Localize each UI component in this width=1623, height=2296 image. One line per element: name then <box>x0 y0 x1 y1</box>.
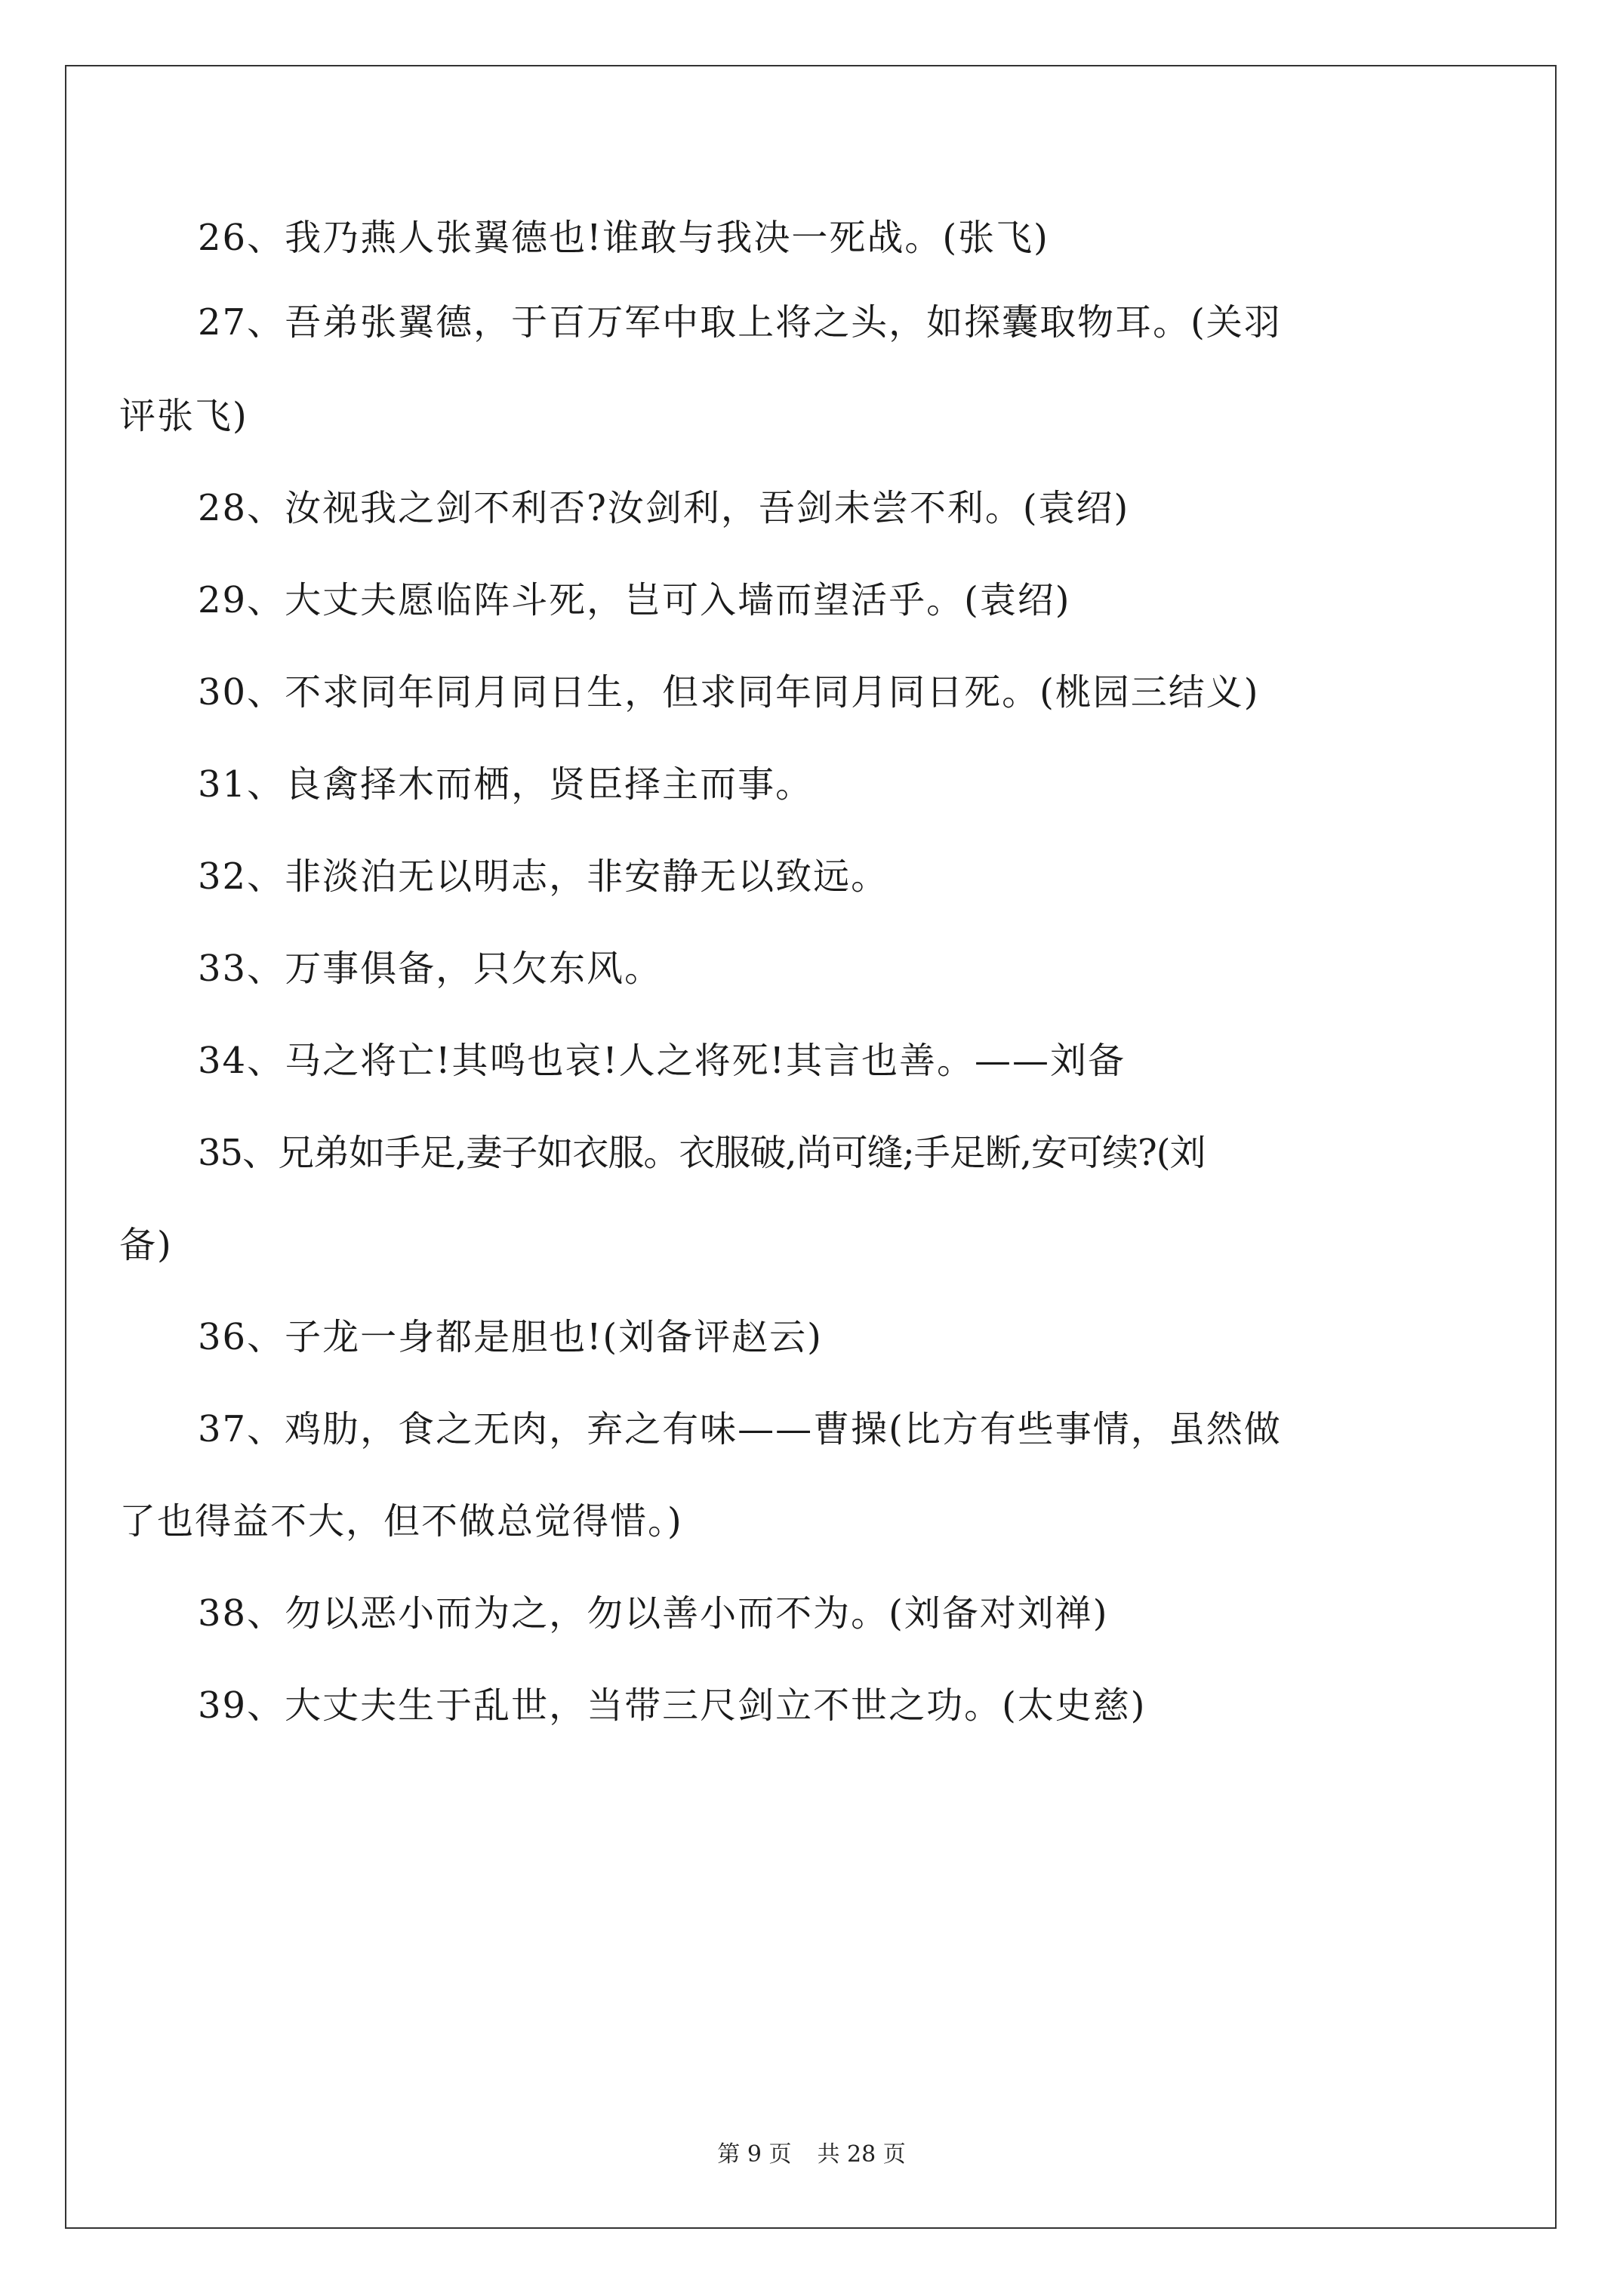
quote-35: 35、兄弟如手足,妻子如衣服。衣服破,尚可缝;手足断,安可续?(刘 <box>198 1132 1206 1174</box>
quote-27: 27、吾弟张翼德，于百万军中取上将之头，如探囊取物耳。(关羽 <box>198 301 1282 344</box>
quote-37: 37、鸡肋，食之无肉，弃之有味——曹操(比方有些事情，虽然做 <box>198 1408 1282 1450</box>
page-footer <box>0 2141 1623 2168</box>
quote-37-continuation: 了也得益不大，但不做总觉得惜。) <box>119 1500 683 1542</box>
quote-33: 33、万事俱备，只欠东风。 <box>198 948 663 990</box>
quote-26: 26、我乃燕人张翼德也!谁敢与我决一死战。(张飞) <box>198 217 1049 259</box>
quote-35-continuation: 备) <box>119 1224 173 1266</box>
quote-28: 28、汝视我之剑不利否?汝剑利，吾剑未尝不利。(袁绍) <box>198 487 1130 529</box>
quote-32: 32、非淡泊无以明志，非安静无以致远。 <box>198 855 889 898</box>
quote-30: 30、不求同年同月同日生，但求同年同月同日死。(桃园三结义) <box>198 671 1260 713</box>
quote-29: 29、大丈夫愿临阵斗死，岂可入墙而望活乎。(袁绍) <box>198 579 1071 621</box>
quote-27-continuation: 评张飞) <box>119 395 248 437</box>
quote-34: 34、马之将亡!其鸣也哀!人之将死!其言也善。——刘备 <box>198 1040 1126 1082</box>
quote-31: 31、良禽择木而栖，贤臣择主而事。 <box>198 763 814 806</box>
page-number: 第 9 页 <box>717 2141 792 2168</box>
quote-38: 38、勿以恶小而为之，勿以善小而不为。(刘备对刘禅) <box>198 1592 1109 1635</box>
quote-36: 36、子龙一身都是胆也!(刘备评赵云) <box>198 1316 823 1358</box>
quote-39: 39、大丈夫生于乱世，当带三尺剑立不世之功。(太史慈) <box>198 1684 1147 1727</box>
page-total: 共 28 页 <box>817 2141 906 2168</box>
